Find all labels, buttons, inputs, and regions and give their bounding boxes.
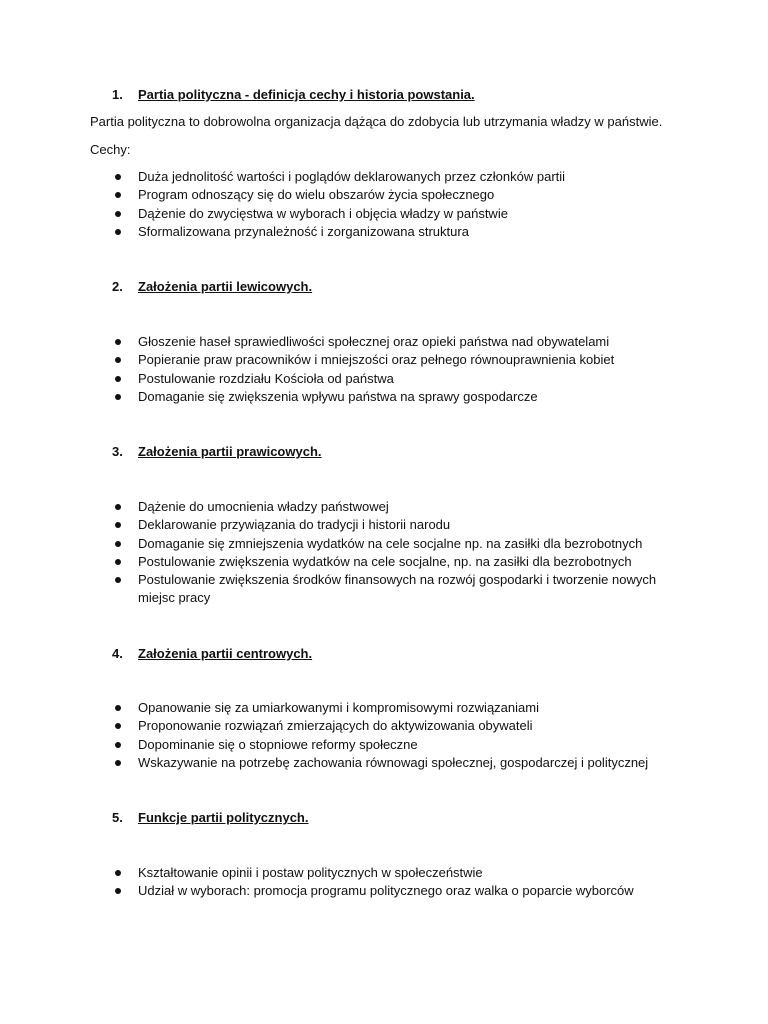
list-item-text: Opanowanie się za umiarkowanymi i kompromisowymi rozwiązaniami [138, 700, 539, 715]
bullet-icon [115, 504, 121, 510]
bullet-icon [115, 192, 121, 198]
list-item-text: Program odnoszący się do wielu obszarów życia społecznego [138, 187, 495, 203]
section-2-number: 2. [112, 279, 123, 294]
list-item [0, 351, 768, 369]
bullet-icon [115, 376, 121, 382]
list-item-text: Postulowanie zwiększenia środków finansowych na rozwój gospodarki i tworzenie nowych miejsc pracy [138, 572, 657, 606]
list-item [0, 699, 768, 717]
section-5-title: Funkcje partii politycznych. [138, 810, 309, 825]
list-item-text: Dopominanie się o stopniowe reformy społeczne [138, 736, 418, 752]
bullet-icon [115, 541, 121, 547]
list-item [0, 516, 768, 534]
bullet-icon [115, 705, 121, 711]
list-item [0, 717, 768, 735]
list-item-text: Postulowanie rozdziału Kościoła od państwa [138, 370, 394, 386]
bullet-icon [115, 742, 121, 748]
features-label: Cechy: [90, 142, 131, 157]
list-item [0, 370, 768, 388]
bullet-icon [115, 394, 121, 400]
list-item-text: Dążenie do zwycięstwa w wyborach i objęcia władzy w państwie [138, 205, 508, 221]
bullet-icon [115, 357, 121, 363]
section-1-list [0, 168, 768, 241]
list-item [0, 553, 768, 571]
list-item [0, 168, 768, 186]
bullet-icon [115, 339, 121, 345]
list-item-text: Domaganie się zmniejszenia wydatków na cele socjalne np. na zasiłki dla bezrobotnych [138, 535, 643, 551]
section-1-title: Partia polityczna - definicja cechy i historia powstania. [138, 87, 475, 102]
bullet-icon [115, 559, 121, 565]
section-4-title: Założenia partii centrowych. [138, 646, 313, 661]
list-item [0, 571, 768, 608]
list-item-text: Wskazywanie na potrzebę zachowania równowagi społecznej, gospodarczej i politycznej [138, 754, 649, 770]
list-item [0, 864, 768, 882]
definition-paragraph: Partia polityczna to dobrowolna organizacja dążąca do zdobycia lub utrzymania władzy w państwie. [90, 114, 663, 129]
section-5-number: 5. [112, 810, 123, 825]
list-item [0, 333, 768, 351]
section-4-heading [0, 645, 768, 663]
section-3-list [0, 498, 768, 608]
list-item [0, 535, 768, 553]
list-item-text: Głoszenie haseł sprawiedliwości społecznej oraz opieki państwa nad obywatelami [138, 334, 610, 349]
section-4-list [0, 699, 768, 772]
list-item [0, 205, 768, 223]
section-5-heading [0, 809, 768, 827]
list-item-text: Sformalizowana przynależność i zorganizowana struktura [138, 223, 469, 239]
list-item [0, 498, 768, 516]
list-item [0, 223, 768, 241]
bullet-icon [115, 870, 121, 876]
list-item [0, 754, 768, 772]
bullet-icon [115, 229, 121, 235]
section-1-heading [0, 86, 768, 104]
list-item [0, 186, 768, 204]
list-item-text: Duża jednolitość wartości i poglądów deklarowanych przez członków partii [138, 169, 566, 184]
section-2-heading [0, 278, 768, 296]
section-3-number: 3. [112, 444, 123, 459]
section-3-heading [0, 443, 768, 461]
bullet-icon [115, 723, 121, 729]
section-5-list [0, 864, 768, 901]
list-item-text: Udział w wyborach: promocja programu politycznego oraz walka o poparcie wyborców [138, 883, 634, 899]
bullet-icon [115, 888, 121, 894]
list-item-text: Postulowanie zwiększenia wydatków na cele socjalne, np. na zasiłki dla bezrobotnych [138, 553, 632, 569]
list-item-text: Kształtowanie opinii i postaw politycznych w społeczeństwie [138, 865, 483, 880]
section-3-title: Założenia partii prawicowych. [138, 444, 322, 459]
list-item-text: Popieranie praw pracowników i mniejszości oraz pełnego równouprawnienia kobiet [138, 352, 615, 368]
list-item [0, 882, 768, 900]
list-item-text: Deklarowanie przywiązania do tradycji i historii narodu [138, 517, 451, 533]
bullet-icon [115, 522, 121, 528]
section-2-list [0, 333, 768, 406]
bullet-icon [115, 211, 121, 217]
bullet-icon [115, 174, 121, 180]
list-item [0, 388, 768, 406]
section-1-number: 1. [112, 87, 123, 102]
section-4-number: 4. [112, 646, 123, 661]
list-item [0, 736, 768, 754]
list-item-text: Proponowanie rozwiązań zmierzających do aktywizowania obywateli [138, 718, 533, 734]
list-item-text: Domaganie się zwiększenia wpływu państwa na sprawy gospodarcze [138, 388, 538, 404]
bullet-icon [115, 577, 121, 583]
bullet-icon [115, 760, 121, 766]
section-2-title: Założenia partii lewicowych. [138, 279, 313, 294]
list-item-text: Dążenie do umocnienia władzy państwowej [138, 499, 389, 514]
